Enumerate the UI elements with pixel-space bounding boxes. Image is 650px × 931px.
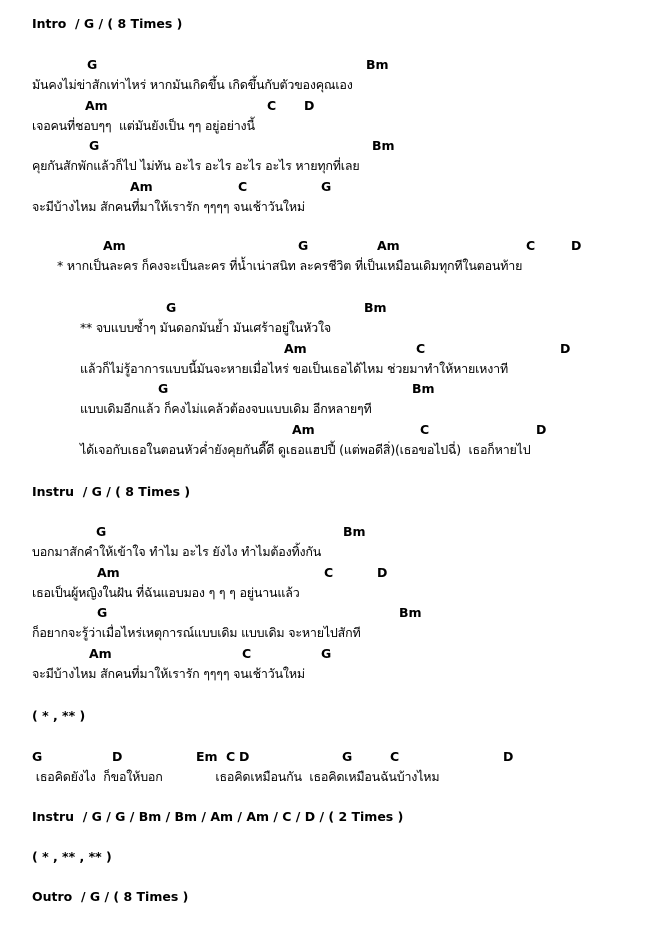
chord-label: D: [112, 749, 123, 764]
instru-header-2: Instru / G / G / Bm / Bm / Am / Am / C / D / ( 2 Times ): [32, 809, 404, 824]
chord-label: G: [89, 138, 100, 153]
chord-label: Am: [292, 421, 315, 437]
chord-label: G: [96, 524, 107, 539]
chord-label: Am: [89, 645, 112, 661]
chord-label: D: [560, 340, 571, 356]
chord-label: D: [536, 421, 547, 437]
lyric-line: * หากเป็นละคร ก็คงจะเป็นละคร ที่น้ำเน่าสนิท ละครชีวิต ที่เป็นเหมือนเดิมทุกทีในตอนท้าย: [57, 258, 523, 273]
chord-label: D: [377, 564, 388, 580]
chord-label: D: [571, 238, 582, 253]
chord-label: C: [416, 340, 426, 356]
chord-label: Bm: [366, 57, 389, 72]
lyric-line: ** จบแบบซ้ำๆ มันดอกมันย้ำ มันเศร้าอยู่ในหัวใจ: [80, 320, 332, 335]
chord-label: Bm: [343, 524, 366, 539]
intro-header: Intro / G / ( 8 Times ): [32, 16, 183, 31]
repeat-marker-2: ( * , ** , ** ): [32, 849, 112, 864]
lyric-line: มันคงไม่ข่าสักเท่าไหร่ หากมันเกิดขึ้น เกิดขึ้นกับตัวของคุณเอง: [32, 77, 353, 92]
lyric-line: เจอคนที่ชอบๆๆ แต่มันยังเป็น ๆๆ อยู่อย่างนี้: [32, 117, 255, 133]
chord-label: G: [321, 645, 332, 661]
chord-label: G: [321, 178, 332, 194]
chord-label: C: [267, 97, 277, 113]
chord-label: Bm: [412, 381, 435, 396]
chord-label: C: [420, 421, 430, 437]
lyric-line: แล้วก็ไม่รู้อาการแบบนี้มันจะหายเมื่อไหร่ ขอเป็นเธอได้ไหม ช่วยมาทำให้หายเหงาที: [80, 360, 508, 376]
outro-header: Outro / G / ( 8 Times ): [32, 889, 189, 904]
chord-label: D: [503, 749, 514, 764]
chord-label: Bm: [399, 605, 422, 620]
chord-label: G: [342, 749, 353, 764]
lyric-line: แบบเดิมอีกแล้ว ก็คงไม่แคล้วต้องจบแบบเดิม อีกหลายๆที: [80, 401, 372, 416]
chord-label: G: [97, 605, 108, 620]
lyric-line: ได้เจอกับเธอในตอนหัวค่ำยังคุยกันดี๊ดี ดูเธอแฮปปี้ (แต่พอดีสิ่)(เธอขอไปฉี่) เธอก็หายไป: [80, 441, 531, 457]
lyric-line: ก็อยากจะรู้ว่าเมื่อไหร่เหตุการณ์แบบเดิม แบบเดิม จะหายไปสักที: [32, 625, 361, 640]
chord-label: Am: [97, 564, 120, 580]
chord-label: C: [324, 564, 334, 580]
chord-label: Am: [284, 340, 307, 356]
chord-label: G: [87, 57, 98, 72]
chord-label: Em: [196, 749, 218, 764]
chord-label: C: [242, 645, 252, 661]
lyric-line: จะมีบ้างไหม สักคนที่มาให้เรารัก ๆๆๆๆ จนเช้าวันใหม่: [32, 198, 305, 214]
lyric-line: คุยกันสักพักแล้วก็ไป ไม่ทัน อะไร อะไร อะไร อะไร หายทุกที่เลย: [32, 158, 360, 173]
chord-label: C: [238, 178, 248, 194]
chord-label: C: [526, 238, 536, 253]
chord-label: Bm: [372, 138, 395, 153]
repeat-marker-1: ( * , ** ): [32, 708, 86, 723]
lyric-line: บอกมาสักคำให้เข้าใจ ทำไม อะไร ยังไง ทำไมต้องทิ้งกัน: [32, 544, 322, 559]
chord-label: Am: [85, 97, 108, 113]
chord-label: D: [239, 749, 250, 764]
chord-label: Am: [130, 178, 153, 194]
chord-label: Am: [377, 238, 400, 253]
chord-label: D: [304, 97, 315, 113]
chord-label: G: [158, 381, 169, 396]
lyric-line: เธอเป็นผู้หญิงในฝัน ที่ฉันแอบมอง ๆ ๆ ๆ อยู่นานแล้ว: [32, 584, 300, 600]
chord-label: G: [32, 749, 43, 764]
lyric-line: เธอคิดยังไง ก็ขอให้บอก เธอคิดเหมือนกัน เธอคิดเหมือนฉันบ้างไหม: [32, 769, 440, 784]
chord-label: G: [298, 238, 309, 253]
chord-label: G: [166, 300, 177, 315]
chord-label: C: [226, 749, 236, 764]
chord-label: C: [390, 749, 400, 764]
lyric-line: จะมีบ้างไหม สักคนที่มาให้เรารัก ๆๆๆๆ จนเช้าวันใหม่: [32, 665, 305, 681]
instru-header-1: Instru / G / ( 8 Times ): [32, 484, 191, 499]
chord-label: Am: [103, 238, 126, 253]
chord-label: Bm: [364, 300, 387, 315]
